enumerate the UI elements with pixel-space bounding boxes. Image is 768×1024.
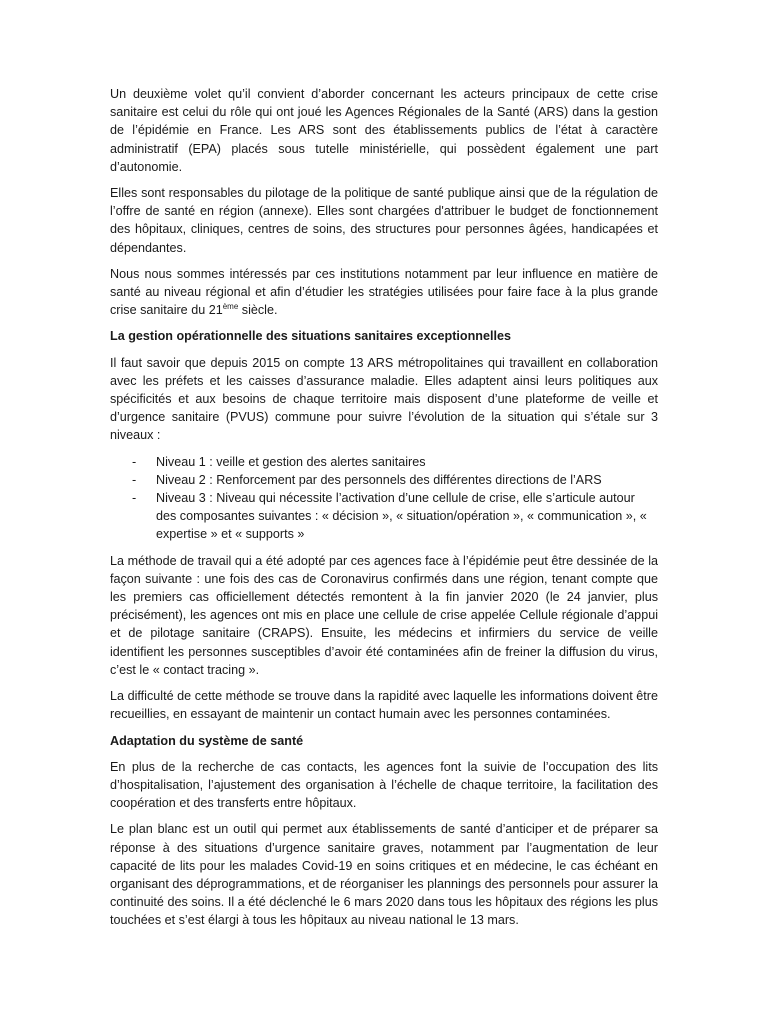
list-item-text: Niveau 2 : Renforcement par des personnels des différentes directions de l’ARS: [156, 472, 602, 487]
paragraph-contact-tracing: En plus de la recherche de cas contacts, les agences font la suivie de l’occupation des lits d’hospitalisation, l’ajustement des organisation à l’échelle de chaque territoire, la facilitation des coopération et des transferts entre hôpitaux.: [110, 759, 658, 811]
paragraph-method: La méthode de travail qui a été adopté par ces agences face à l’épidémie peut être dessinée de la façon suivante : une fois des cas de Coronavirus confirmés dans une région, tenant compte que les premiers cas officiellement détectés remontent à la fin janvier 2020 (le 24 janvier, plus précisément), les agences ont mis en place une cellule de crise appelée Cellule régionale d’appui et de pilotage sanitaire (CRAPS). Ensuite, les médecins et infirmiers du service de veille identifient les personnes susceptibles d’avoir été contaminées afin de freiner la diffusion du virus, c’est le « contact tracing ».: [110, 553, 658, 677]
paragraph-ars-interest: [110, 265, 658, 320]
paragraph-ars-interest-end: siècle.: [238, 303, 278, 318]
list-dash: -: [132, 454, 137, 469]
section-heading-adaptation: Adaptation du système de santé: [110, 733, 304, 748]
paragraph-ars-role: Un deuxième volet qu’il convient d’aborder concernant les acteurs principaux de cette crise sanitaire est celui du rôle qui ont joué les Agences Régionales de la Santé (ARS) dans la gestion de l’épidémie en France. Les ARS sont des établissements publics de l’état à caractère administratif (EPA) placés sous tutelle ministérielle, qui possèdent également une part d’autonomie.: [110, 87, 658, 174]
superscript-eme: ème: [222, 302, 239, 312]
paragraph-ars-interest-text: Nous nous sommes intéressés par ces institutions notamment par leur influence en matière de santé au niveau régional et afin d’étudier les stratégies utilisées pour faire face à la plus grande crise sanitaire du 21: [110, 266, 658, 318]
levels-list: [110, 453, 658, 544]
document-page: [110, 85, 658, 938]
list-item: [110, 471, 658, 489]
paragraph-plan-blanc: Le plan blanc est un outil qui permet aux établissements de santé d’anticiper et de préparer sa réponse à des situations d’urgence sanitaire graves, notamment par l’augmentation de leur capacité de lits pour les malades Covid-19 en soins critiques et en médecine, le cas échéant en organisant des déprogrammations, et de réorganiser les plannings des personnels pour assurer la continuité des soins. Il a été déclenché le 6 mars 2020 dans tous les hôpitaux des régions les plus touchées et s’est élargi à tous les hôpitaux au niveau national le 13 mars.: [110, 822, 658, 928]
paragraph-ars-responsibilities: Elles sont responsables du pilotage de la politique de santé publique ainsi que de la régulation de l’offre de santé en région (annexe). Elles sont chargées d'attribuer le budget de fonctionnement des hôpitaux, cliniques, centres de soins, des structures pour personnes âgées, handicapées et dépendantes.: [110, 186, 658, 255]
list-item: [110, 489, 658, 544]
list-item-text: Niveau 1 : veille et gestion des alertes sanitaires: [156, 454, 426, 469]
list-item-text: Niveau 3 : Niveau qui nécessite l’activation d’une cellule de crise, elle s’articule autour des composantes suivantes : « décision », « situation/opération », « communication », « expertise » et « supports »: [156, 491, 647, 542]
list-item: [110, 453, 658, 471]
section-heading-gestion: La gestion opérationnelle des situations sanitaires exceptionnelles: [110, 329, 512, 344]
list-dash: -: [132, 491, 137, 506]
list-dash: -: [132, 472, 137, 487]
paragraph-ars-levels: Il faut savoir que depuis 2015 on compte 13 ARS métropolitaines qui travaillent en collaboration avec les préfets et les caisses d’assurance maladie. Elles adaptent ainsi leurs politiques aux spécificités et aux besoins de chaque territoire mais disposent d’une plateforme de veille et d’urgence sanitaire (PVUS) commune pour suivre l’évolution de la situation qui s’étale sur 3 niveaux :: [110, 355, 658, 443]
paragraph-difficulty: La difficulté de cette méthode se trouve dans la rapidité avec laquelle les informations doivent être recueillies, en essayant de maintenir un contact humain avec les personnes contaminées.: [110, 689, 658, 722]
